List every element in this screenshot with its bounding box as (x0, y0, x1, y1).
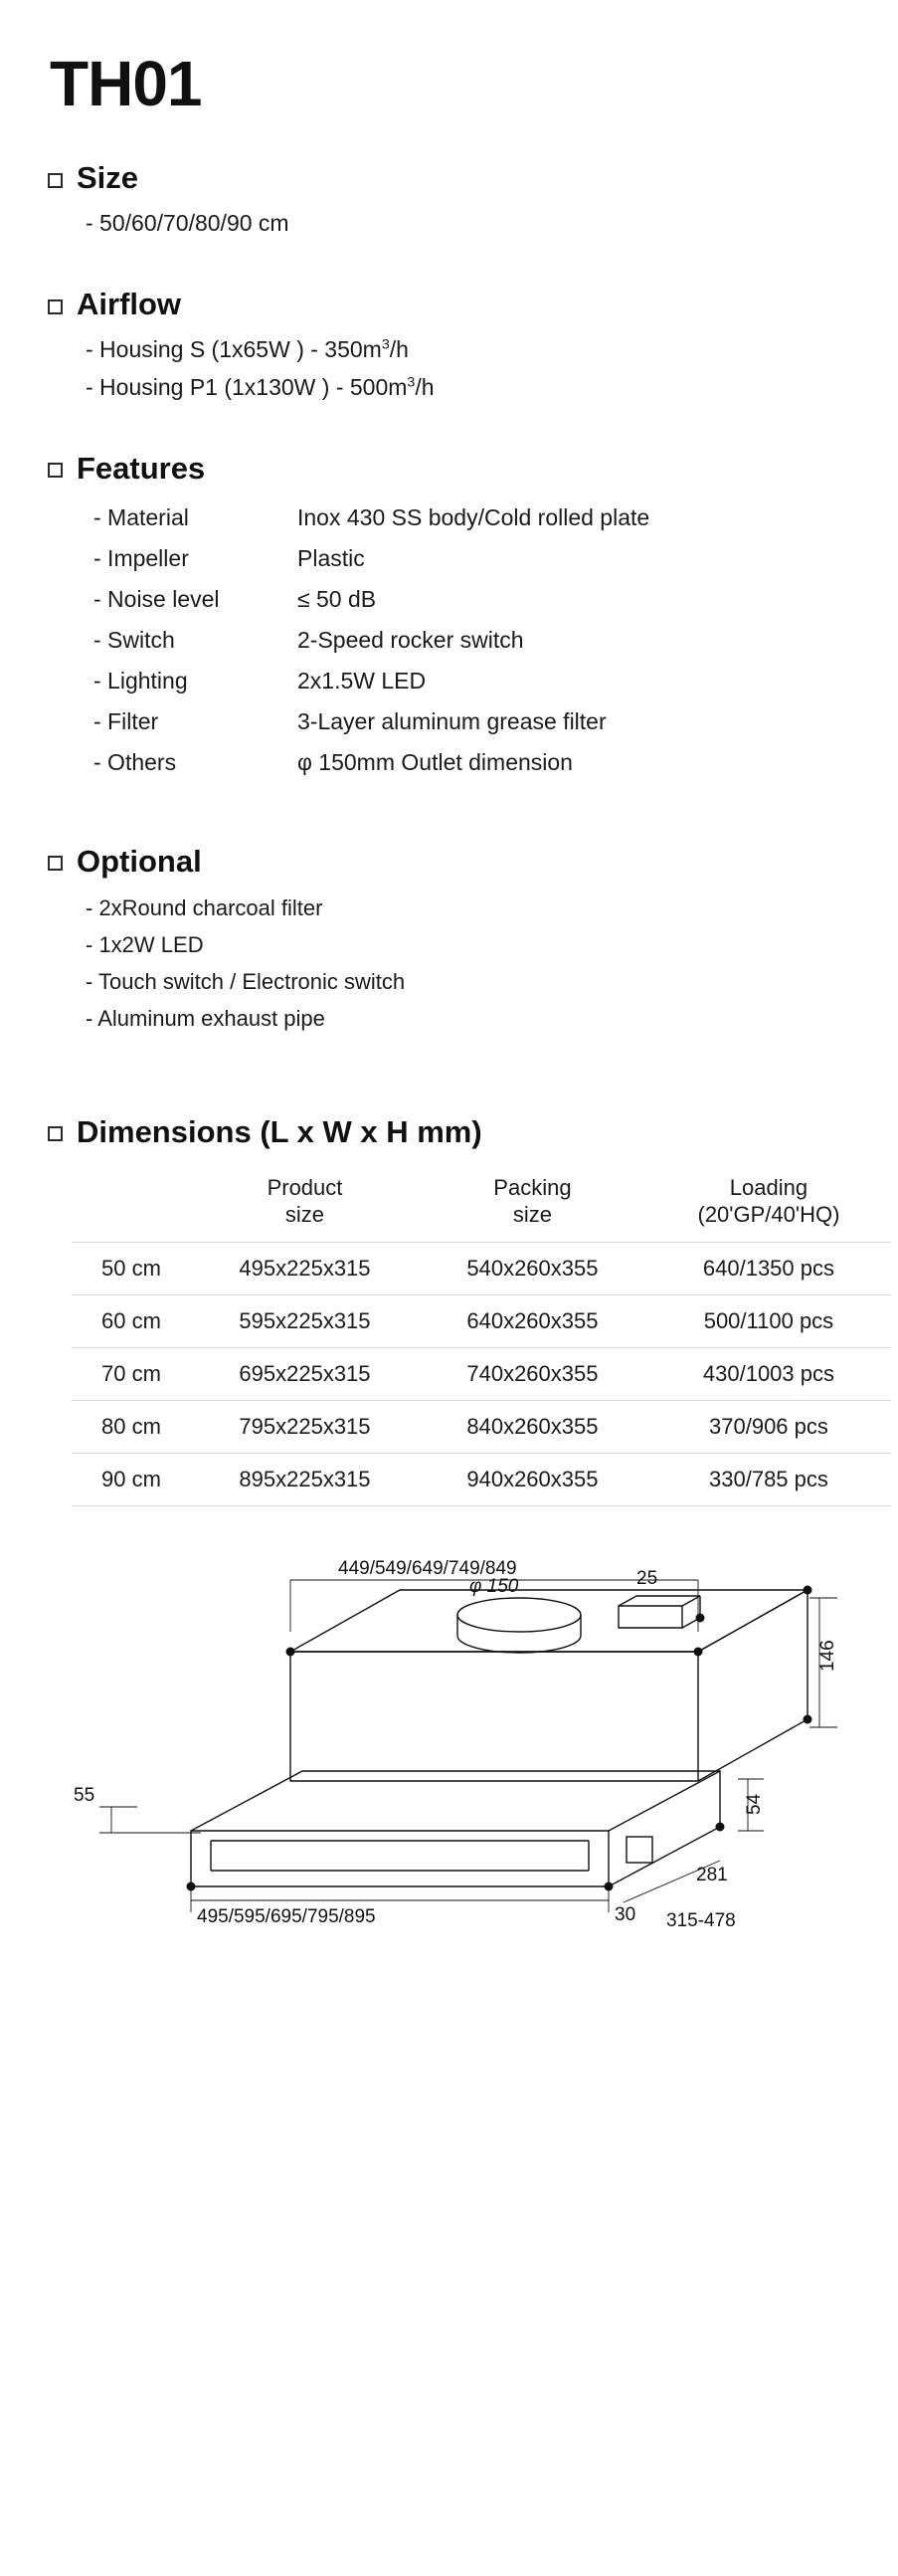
label-281: 281 (696, 1865, 728, 1886)
cell-loading: 640/1350 pcs (646, 1243, 891, 1295)
airflow-sup-1: 3 (381, 336, 390, 353)
feature-label: - Noise level (93, 585, 220, 612)
table-header (72, 1169, 891, 1243)
feature-value: ≤ 50 dB (297, 585, 377, 612)
optional-list (86, 891, 852, 1038)
feature-value: Inox 430 SS body/Cold rolled plate (297, 504, 650, 531)
list-item: - Touch switch / Electronic switch (86, 968, 406, 994)
column-header-packing-size: Packing size (493, 1174, 572, 1227)
page-title: TH01 (50, 48, 202, 119)
cell-packing-size: 540x260x355 (419, 1243, 646, 1295)
label-146: 146 (817, 1640, 838, 1673)
cell-product-size: 595x225x315 (191, 1295, 419, 1348)
cell-packing-size: 640x260x355 (419, 1295, 646, 1348)
feature-value: Plastic (297, 544, 365, 571)
section-dimensions (46, 1115, 852, 1507)
label-54: 54 (744, 1794, 765, 1816)
feature-value: 3-Layer aluminum grease filter (297, 707, 607, 734)
square-bullet-icon (48, 173, 63, 188)
small-duct (619, 1606, 682, 1628)
column-header-loading: Loading (20'GP/40'HQ) (697, 1174, 840, 1227)
label-bottom-widths: 495/595/695/795/895 (197, 1906, 376, 1928)
section-optional-header (48, 845, 852, 879)
cell-loading: 500/1100 pcs (646, 1295, 891, 1348)
square-bullet-icon (48, 1126, 63, 1141)
label-55: 55 (74, 1785, 95, 1807)
feature-value: φ 150mm Outlet dimension (297, 748, 573, 775)
column-header-model (72, 1169, 191, 1243)
table-row (72, 1454, 891, 1506)
label-depth-range: 315-478 (666, 1910, 736, 1932)
cell-product-size: 895x225x315 (191, 1454, 419, 1506)
section-features-header (48, 452, 852, 486)
cell-packing-size: 940x260x355 (419, 1454, 646, 1506)
node-dot (605, 1882, 614, 1891)
cell-model: 70 cm (72, 1348, 191, 1401)
section-size (46, 161, 852, 242)
section-optional-title: Optional (77, 843, 202, 879)
column-header-product-size: Product size (267, 1174, 343, 1227)
airflow-unit-2: /h (415, 373, 435, 400)
node-dot (187, 1882, 196, 1891)
cell-product-size: 495x225x315 (191, 1243, 419, 1295)
node-dot (716, 1823, 725, 1832)
cell-packing-size: 840x260x355 (419, 1401, 646, 1454)
cell-model: 90 cm (72, 1454, 191, 1506)
table-row (72, 1401, 891, 1454)
slider-front (191, 1831, 609, 1886)
list-item: - 2xRound charcoal filter (86, 894, 323, 920)
feature-label: - Others (93, 748, 177, 775)
section-optional (46, 845, 852, 1038)
section-size-header (48, 161, 852, 195)
square-bullet-icon (48, 856, 63, 871)
switch-panel (627, 1837, 652, 1863)
node-dot (804, 1586, 812, 1595)
feature-label: - Impeller (93, 544, 189, 571)
feature-label: - Lighting (93, 667, 188, 694)
feature-value: 2-Speed rocker switch (297, 626, 524, 653)
cell-model: 80 cm (72, 1401, 191, 1454)
list-item (86, 331, 852, 368)
section-features (46, 452, 852, 783)
table-row (72, 1348, 891, 1401)
list-item (93, 701, 852, 742)
feature-label: - Filter (93, 707, 159, 734)
features-list (93, 497, 852, 783)
airflow-list (86, 331, 852, 406)
list-item (93, 497, 852, 538)
small-duct-edge-a (619, 1596, 636, 1606)
cell-model: 60 cm (72, 1295, 191, 1348)
cell-loading: 370/906 pcs (646, 1401, 891, 1454)
table-row (72, 1243, 891, 1295)
section-airflow-header (48, 288, 852, 321)
list-item: - Aluminum exhaust pipe (86, 1005, 325, 1031)
section-airflow-title: Airflow (77, 287, 182, 322)
airflow-text-1: - Housing S (1x65W ) - 350m (86, 336, 382, 363)
list-item (93, 538, 852, 579)
node-dot (696, 1614, 705, 1623)
cell-product-size: 695x225x315 (191, 1348, 419, 1401)
node-dot (694, 1648, 703, 1657)
feature-value: 2x1.5W LED (297, 667, 427, 694)
dimensions-table (72, 1169, 891, 1507)
list-item (93, 579, 852, 620)
hood-top-face (290, 1590, 808, 1652)
cell-product-size: 795x225x315 (191, 1401, 419, 1454)
list-item: - 1x2W LED (86, 931, 204, 957)
hood-side-face (698, 1590, 808, 1781)
node-dot (286, 1648, 295, 1657)
table-row (72, 1295, 891, 1348)
list-item (93, 661, 852, 701)
outlet-cylinder (457, 1615, 581, 1653)
label-30: 30 (615, 1904, 636, 1926)
airflow-text-2: - Housing P1 (1x130W ) - 500m (86, 373, 408, 400)
airflow-unit-1: /h (389, 336, 409, 363)
section-dimensions-header (48, 1115, 852, 1149)
hood-front-face (290, 1652, 698, 1781)
section-size-title: Size (77, 160, 139, 195)
section-features-title: Features (77, 450, 206, 486)
airflow-sup-2: 3 (407, 374, 416, 391)
feature-label: - Material (93, 504, 189, 531)
size-list (86, 205, 852, 242)
list-item (93, 742, 852, 783)
feature-label: - Switch (93, 626, 175, 653)
cell-loading: 430/1003 pcs (646, 1348, 891, 1401)
cell-model: 50 cm (72, 1243, 191, 1295)
node-dot (804, 1715, 812, 1724)
small-duct-edge-b (682, 1596, 700, 1606)
outlet-circle-top (457, 1598, 581, 1632)
list-item (93, 620, 852, 661)
label-outlet: φ 150 (469, 1576, 519, 1598)
section-dimensions-title: Dimensions (L x W x H mm) (77, 1113, 482, 1149)
slider-top (191, 1771, 720, 1831)
list-item: - 50/60/70/80/90 cm (86, 210, 289, 237)
square-bullet-icon (48, 463, 63, 478)
drawing-svg (52, 1532, 847, 1960)
label-25: 25 (636, 1568, 658, 1590)
table-body (72, 1243, 891, 1506)
list-item (86, 369, 852, 406)
square-bullet-icon (48, 299, 63, 314)
table-header-row (72, 1169, 891, 1243)
cell-packing-size: 740x260x355 (419, 1348, 646, 1401)
section-airflow (46, 288, 852, 406)
cell-loading: 330/785 pcs (646, 1454, 891, 1506)
technical-drawing (52, 1532, 852, 1960)
label-top-widths: 449/549/649/749/849 (338, 1558, 517, 1580)
